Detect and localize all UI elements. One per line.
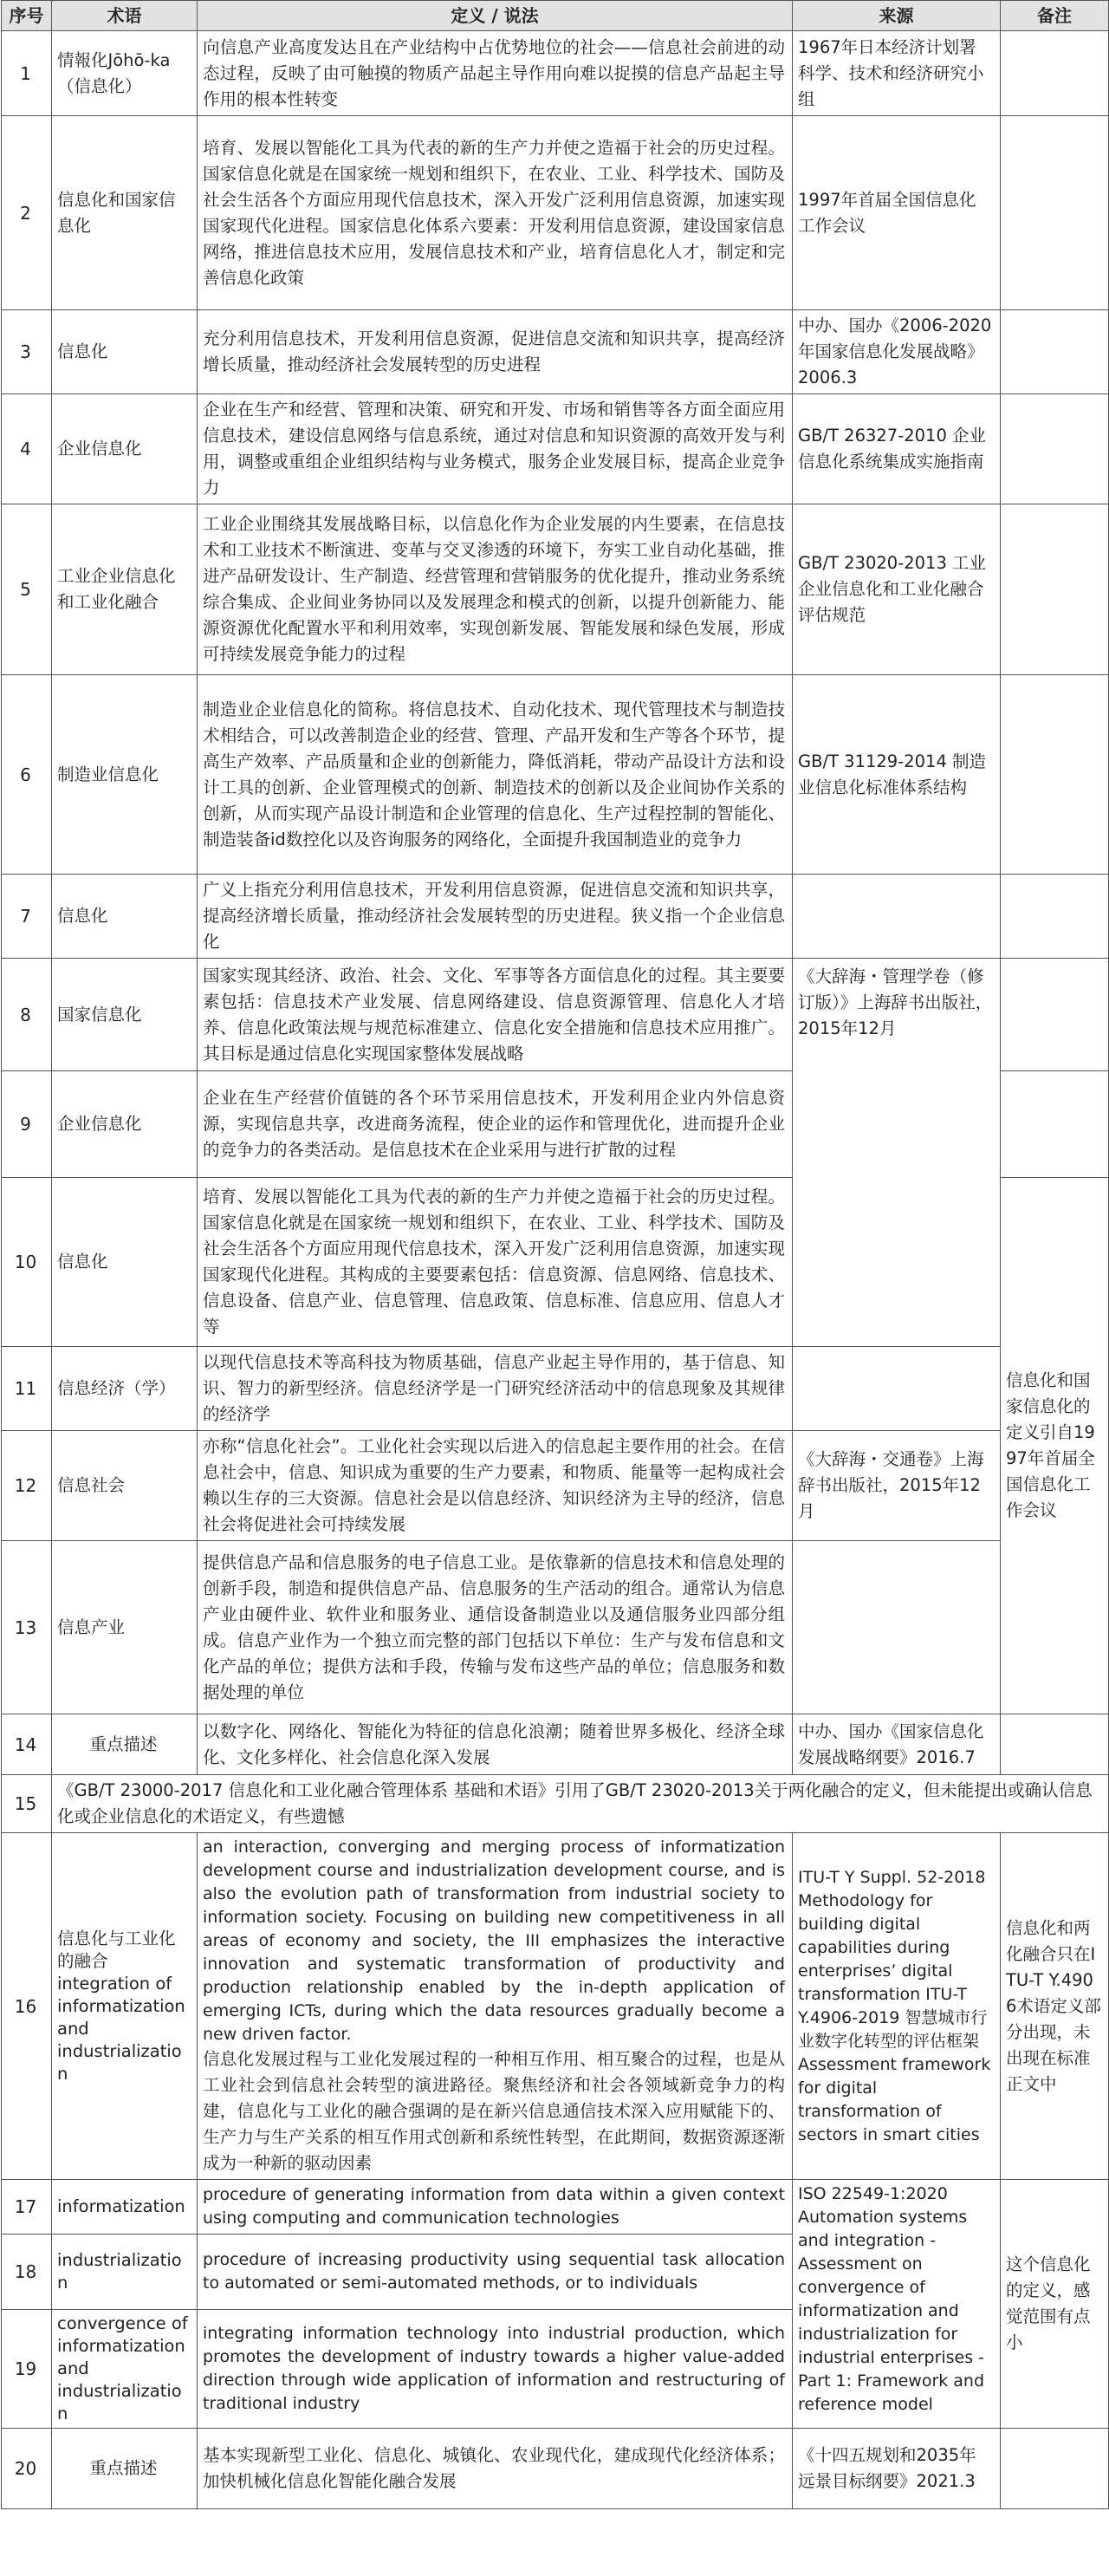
row-note-empty bbox=[1001, 31, 1109, 116]
row-source: 中办、国办《2006-2020年国家信息化发展战略》2006.3 bbox=[793, 310, 1001, 394]
row-note-merged: 信息化和国家信息化的定义引自1997年首届全国信息化工作会议 bbox=[1001, 1178, 1109, 1714]
row-note-empty bbox=[1001, 116, 1109, 310]
row-definition: 制造业企业信息化的简称。将信息技术、自动化技术、现代管理技术与制造技术相结合，可以改善制造企业的经营、管理、产品开发和生产等各个环节，提高生产效率、产品质量和企业的创新能力，降低消耗，带动产品设计方法和设计工具的创新、企业管理模式的创新、制造技术的创新以及企业间协作关系的创新，从而实现产品设计制造和企业管理的信息化、生产过程控制的智能化、制造装备id数控化以及咨询服务的网络化，全面提升我国制造业的竞争力 bbox=[198, 675, 793, 875]
table-row bbox=[2, 310, 1109, 394]
row-definition bbox=[198, 1833, 793, 2180]
header-seq: 序号 bbox=[2, 1, 52, 31]
row-note-empty bbox=[1001, 675, 1109, 875]
row-definition-chinese: 信息化发展过程与工业化发展过程的一种相互作用、相互聚合的过程，也是从工业社会到信息社会转型的演进路径。聚焦经济和社会各领域新竞争力的构建，信息化与工业化的融合强调的是在新兴信息通信技术深入应用赋能下的、生产力与生产关系的相互作用式创新和系统性转型，在此期间，数据资源逐渐成为一种新的驱动因素 bbox=[203, 2049, 785, 2173]
table-row bbox=[2, 1347, 1109, 1431]
row-source: 1967年日本经济计划署科学、技术和经济研究小组 bbox=[793, 31, 1001, 116]
row-term: 信息产业 bbox=[52, 1541, 198, 1714]
row-number: 12 bbox=[2, 1431, 52, 1541]
row-term: 信息化 bbox=[52, 875, 198, 959]
terminology-table-document bbox=[1, 0, 1108, 2509]
table-row bbox=[2, 504, 1109, 675]
row-definition: 向信息产业高度发达且在产业结构中占优势地位的社会——信息社会前进的动态过程，反映了由可触摸的物质产品起主导作用向难以捉摸的信息产品起主导作用的根本性转变 bbox=[198, 31, 793, 116]
table-row bbox=[2, 875, 1109, 959]
row-number: 20 bbox=[2, 2429, 52, 2509]
table-header-row bbox=[2, 1, 1109, 31]
header-term: 术语 bbox=[52, 1, 198, 31]
row-number: 16 bbox=[2, 1833, 52, 2180]
table-row bbox=[2, 394, 1109, 504]
row-term: convergence of informatization and industrialization bbox=[52, 2310, 198, 2429]
row-source: 中办、国办《国家信息化发展战略纲要》2016.7 bbox=[793, 1714, 1001, 1775]
table-row bbox=[2, 1775, 1109, 1833]
table-row bbox=[2, 116, 1109, 310]
row-definition: 培育、发展以智能化工具为代表的新的生产力并使之造福于社会的历史过程。国家信息化就是在国家统一规划和组织下，在农业、工业、科学技术、国防及社会生活各个方面应用现代信息技术，深入开发广泛利用信息资源，加速实现国家现代化进程。国家信息化体系六要素：开发利用信息资源，建设国家信息网络，推进信息技术应用，发展信息技术和产业，培育信息化人才，制定和完善信息化政策 bbox=[198, 116, 793, 310]
row-definition: 培育、发展以智能化工具为代表的新的生产力并使之造福于社会的历史过程。国家信息化就是在国家统一规划和组织下，在农业、工业、科学技术、国防及社会生活各个方面应用现代信息技术，深入开发广泛利用信息资源，加速实现国家现代化进程。其构成的主要要素包括：信息资源、信息网络、信息技术、信息设备、信息产业、信息管理、信息政策、信息标准、信息应用、信息人才等 bbox=[198, 1178, 793, 1347]
row-note-empty bbox=[1001, 959, 1109, 1071]
row-term: 信息化 bbox=[52, 310, 198, 394]
row-definition: 企业在生产和经营、管理和决策、研究和开发、市场和销售等各方面全面应用信息技术，建设信息网络与信息系统，通过对信息和知识资源的高效开发与利用，调整或重组企业组织结构与业务模式，服务企业发展目标，提高企业竞争力 bbox=[198, 394, 793, 504]
row-number: 8 bbox=[2, 959, 52, 1071]
row-number: 11 bbox=[2, 1347, 52, 1431]
row-term: 信息化 bbox=[52, 1178, 198, 1347]
table-row bbox=[2, 1714, 1109, 1775]
table-row bbox=[2, 1431, 1109, 1541]
row-number: 14 bbox=[2, 1714, 52, 1775]
row-number: 6 bbox=[2, 675, 52, 875]
row-note-merged: 这个信息化的定义，感觉范围有点小 bbox=[1001, 2180, 1109, 2429]
row-source-merged: 《大辞海・管理学卷（修订版）》上海辞书出版社，2015年12月 bbox=[793, 959, 1001, 1347]
row-term: 信息经济（学） bbox=[52, 1347, 198, 1431]
table-row bbox=[2, 31, 1109, 116]
table-row bbox=[2, 2180, 1109, 2234]
header-definition: 定义 / 说法 bbox=[198, 1, 793, 31]
terminology-table bbox=[1, 0, 1109, 2509]
row-full-width-note: 《GB/T 23000-2017 信息化和工业化融合管理体系 基础和术语》引用了GB/T 23020-2013关于两化融合的定义，但未能提出或确认信息化或企业信息化的术语定义，有些遗憾 bbox=[52, 1775, 1109, 1833]
row-definition: 国家实现其经济、政治、社会、文化、军事等各方面信息化的过程。其主要要素包括：信息技术产业发展、信息网络建设、信息资源管理、信息化人才培养、信息化政策法规与规范标准建立、信息化安全措施和信息技术应用推广。其目标是通过信息化实现国家整体发展战略 bbox=[198, 959, 793, 1071]
row-source-empty bbox=[793, 875, 1001, 959]
table-row bbox=[2, 2429, 1109, 2509]
row-definition: procedure of increasing productivity using sequential task allocation to automated or semi-automated methods, or to individuals bbox=[198, 2234, 793, 2310]
row-definition-english: an interaction, converging and merging process of informatization development course and industrialization development course, and is also the evolution path of transformation from industrial society to information society. Focusing on building new competitiveness in all areas of economy and society, the III emphasizes the interactive innovation and systematic transformation of productivity and production relationship enabled by the in-depth application of emerging ICTs, during which the data resources gradually become a new driven factor. bbox=[203, 1838, 785, 2044]
row-number: 1 bbox=[2, 31, 52, 116]
row-number: 4 bbox=[2, 394, 52, 504]
row-number: 13 bbox=[2, 1541, 52, 1714]
row-term: informatization bbox=[52, 2180, 198, 2234]
table-row bbox=[2, 1541, 1109, 1714]
row-definition: integrating information technology into industrial production, which promotes the development of industry towards a higher value-added direction through wide application of information and restructuring of traditional industry bbox=[198, 2310, 793, 2429]
table-row bbox=[2, 1833, 1109, 2180]
row-term: 信息社会 bbox=[52, 1431, 198, 1541]
row-definition: 企业在生产经营价值链的各个环节采用信息技术，开发利用企业内外信息资源，实现信息共享，改进商务流程，使企业的运作和管理优化，进而提升企业的竞争力的各类活动。是信息技术在企业采用与进行扩散的过程 bbox=[198, 1071, 793, 1178]
row-note-empty bbox=[1001, 1714, 1109, 1775]
row-source: 1997年首届全国信息化工作会议 bbox=[793, 116, 1001, 310]
row-definition: 广义上指充分利用信息技术，开发利用信息资源，促进信息交流和知识共享，提高经济增长质量，推动经济社会发展转型的历史进程。狭义指一个企业信息化 bbox=[198, 875, 793, 959]
row-number: 17 bbox=[2, 2180, 52, 2234]
row-definition: 充分利用信息技术，开发利用信息资源，促进信息交流和知识共享，提高经济增长质量，推动经济社会发展转型的历史进程 bbox=[198, 310, 793, 394]
row-term: 制造业信息化 bbox=[52, 675, 198, 875]
row-source: 《十四五规划和2035年远景目标纲要》2021.3 bbox=[793, 2429, 1001, 2509]
row-term: industrialization bbox=[52, 2234, 198, 2310]
row-term: 情報化Jōhō-ka（信息化） bbox=[52, 31, 198, 116]
row-source: 《大辞海・交通卷》上海辞书出版社，2015年12月 bbox=[793, 1431, 1001, 1541]
row-note-empty bbox=[1001, 875, 1109, 959]
row-number: 9 bbox=[2, 1071, 52, 1178]
row-term: 国家信息化 bbox=[52, 959, 198, 1071]
row-note-empty bbox=[1001, 504, 1109, 675]
header-note: 备注 bbox=[1001, 1, 1109, 31]
row-note: 信息化和两化融合只在ITU-T Y.4906术语定义部分出现，未出现在标准正文中 bbox=[1001, 1833, 1109, 2180]
row-term: 企业信息化 bbox=[52, 1071, 198, 1178]
row-definition: 基本实现新型工业化、信息化、城镇化、农业现代化，建成现代化经济体系；加快机械化信息化智能化融合发展 bbox=[198, 2429, 793, 2509]
row-source: GB/T 26327-2010 企业信息化系统集成实施指南 bbox=[793, 394, 1001, 504]
row-term: 信息化和国家信息化 bbox=[52, 116, 198, 310]
row-note-empty bbox=[1001, 394, 1109, 504]
row-number: 15 bbox=[2, 1775, 52, 1833]
row-source-empty bbox=[793, 1347, 1001, 1431]
header-source: 来源 bbox=[793, 1, 1001, 31]
row-term: 信息化与工业化的融合 integration of informatization and industrialization bbox=[52, 1833, 198, 2180]
row-definition: 以数字化、网络化、智能化为特征的信息化浪潮；随着世界多极化、经济全球化、文化多样化、社会信息化深入发展 bbox=[198, 1714, 793, 1775]
row-number: 3 bbox=[2, 310, 52, 394]
row-term: 工业企业信息化和工业化融合 bbox=[52, 504, 198, 675]
row-term: 重点描述 bbox=[52, 2429, 198, 2509]
row-source-merged: ISO 22549-1:2020 Automation systems and integration - Assessment on convergence of informatization and industrialization for industrial enterprises - Part 1: Framework and reference model bbox=[793, 2180, 1001, 2429]
row-number: 2 bbox=[2, 116, 52, 310]
row-number: 19 bbox=[2, 2310, 52, 2429]
row-source: ITU-T Y Suppl. 52-2018 Methodology for building digital capabilities during enterprises’ digital transformation ITU-T Y.4906-2019 智慧城市行业数字化转型的评估框架 Assessment framework for digital transformation of sectors in smart cities bbox=[793, 1833, 1001, 2180]
row-number: 10 bbox=[2, 1178, 52, 1347]
row-definition: 提供信息产品和信息服务的电子信息工业。是依靠新的信息技术和信息处理的创新手段，制造和提供信息产品、信息服务的生产活动的组合。通常认为信息产业由硬件业、软件业和服务业、通信设备制造业以及通信服务业四部分组成。信息产业作为一个独立而完整的部门包括以下单位：生产与发布信息和文化产品的单位；提供方法和手段，传输与发布这些产品的单位；信息服务和数据处理的单位 bbox=[198, 1541, 793, 1714]
row-source: GB/T 23020-2013 工业企业信息化和工业化融合评估规范 bbox=[793, 504, 1001, 675]
table-row bbox=[2, 959, 1109, 1071]
row-number: 18 bbox=[2, 2234, 52, 2310]
row-number: 7 bbox=[2, 875, 52, 959]
row-definition: 以现代信息技术等高科技为物质基础，信息产业起主导作用的，基于信息、知识、智力的新型经济。信息经济学是一门研究经济活动中的信息现象及其规律的经济学 bbox=[198, 1347, 793, 1431]
row-definition: 亦称“信息化社会”。工业化社会实现以后进入的信息起主要作用的社会。在信息社会中，信息、知识成为重要的生产力要素，和物质、能量等一起构成社会赖以生存的三大资源。信息社会是以信息经济、知识经济为主导的经济，信息社会将促进社会可持续发展 bbox=[198, 1431, 793, 1541]
row-note-empty bbox=[1001, 1071, 1109, 1178]
row-term: 重点描述 bbox=[52, 1714, 198, 1775]
row-note-empty bbox=[1001, 2429, 1109, 2509]
row-number: 5 bbox=[2, 504, 52, 675]
table-row bbox=[2, 675, 1109, 875]
row-note-empty bbox=[1001, 310, 1109, 394]
row-definition: 工业企业围绕其发展战略目标，以信息化作为企业发展的内生要素，在信息技术和工业技术不断演进、变革与交叉渗透的环境下，夯实工业自动化基础，推进产品研发设计、生产制造、经营管理和营销服务的优化提升，推动业务系统综合集成、企业间业务协同以及发展理念和模式的创新，以提升创新能力、能源资源优化配置水平和利用效率，实现创新发展、智能发展和绿色发展，形成可持续发展竞争能力的过程 bbox=[198, 504, 793, 675]
row-source-empty bbox=[793, 1541, 1001, 1714]
row-term: 企业信息化 bbox=[52, 394, 198, 504]
row-definition: procedure of generating information from data within a given context using computing and communication technologies bbox=[198, 2180, 793, 2234]
row-source: GB/T 31129-2014 制造业信息化标准体系结构 bbox=[793, 675, 1001, 875]
